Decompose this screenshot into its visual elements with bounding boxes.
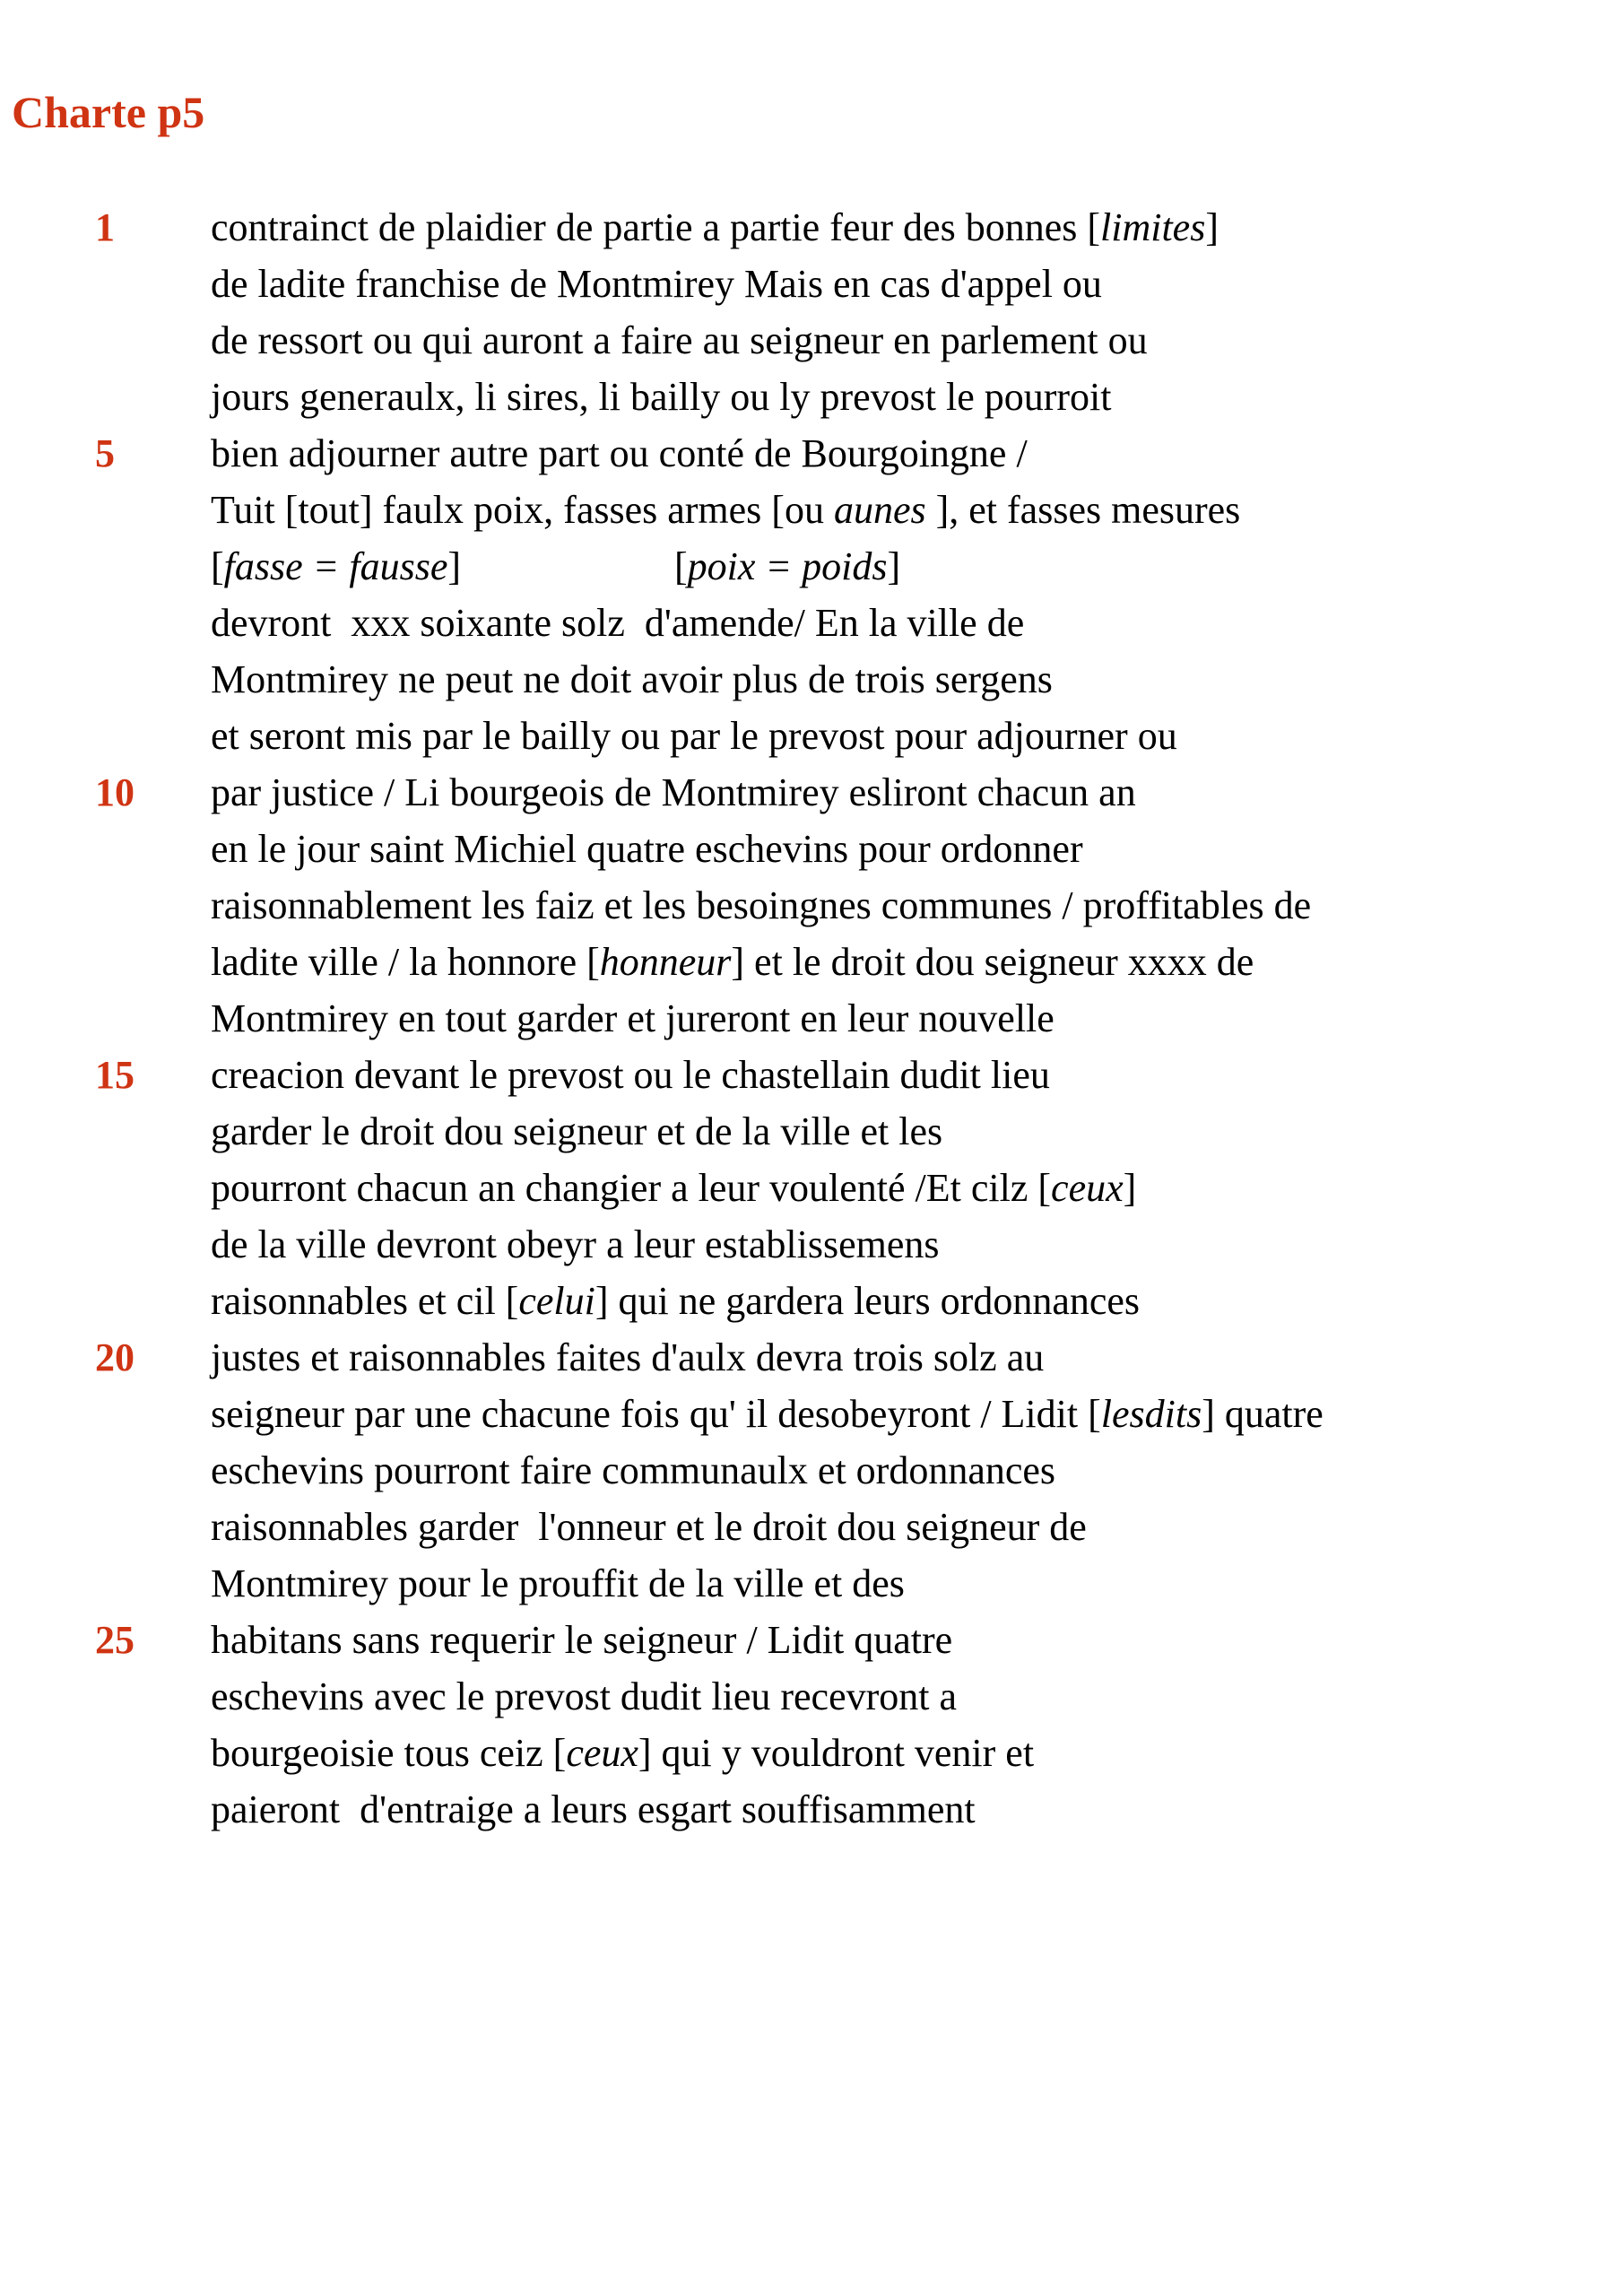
text-line xyxy=(0,934,1623,990)
line-text: en le jour saint Michiel quatre eschevins pour ordonner xyxy=(211,827,1083,871)
line-text: creacion devant le prevost ou le chastellain dudit lieu xyxy=(211,1053,1050,1097)
line-number: 15 xyxy=(95,1053,135,1097)
text-line xyxy=(0,1047,1623,1103)
line-text: Tuit [tout] faulx poix, fasses armes [ou aunes ], et fasses mesures xyxy=(211,488,1241,532)
text-line xyxy=(0,877,1623,934)
line-text: bien adjourner autre part ou conté de Bourgoingne / xyxy=(211,431,1028,475)
page-title: Charte p5 xyxy=(12,87,205,137)
line-number: 20 xyxy=(95,1335,135,1379)
line-text: par justice / Li bourgeois de Montmirey esliront chacun an xyxy=(211,770,1136,814)
text-line xyxy=(0,482,1623,538)
line-text: [fasse = fausse] [poix = poids] xyxy=(211,544,901,588)
text-line xyxy=(0,1725,1623,1781)
line-number: 5 xyxy=(95,431,115,475)
text-line xyxy=(0,312,1623,369)
line-text: raisonnables garder l'onneur et le droit dou seigneur de xyxy=(211,1505,1087,1549)
text-line xyxy=(0,1386,1623,1442)
line-text: eschevins avec le prevost dudit lieu recevront a xyxy=(211,1674,958,1718)
line-text: devront xxx soixante solz d'amende/ En la ville de xyxy=(211,601,1025,645)
text-line xyxy=(0,1442,1623,1499)
line-text: bourgeoisie tous ceiz [ceux] qui y vouldront venir et xyxy=(211,1731,1035,1775)
line-text: seigneur par une chacune fois qu' il desobeyront / Lidit [lesdits] quatre xyxy=(211,1392,1324,1436)
line-text: raisonnables et cil [celui] qui ne gardera leurs ordonnances xyxy=(211,1279,1141,1323)
line-text: justes et raisonnables faites d'aulx devra trois solz au xyxy=(211,1335,1045,1379)
text-line xyxy=(0,1499,1623,1555)
line-text: Montmirey ne peut ne doit avoir plus de trois sergens xyxy=(211,657,1053,701)
text-line xyxy=(0,1555,1623,1612)
line-text: paieront d'entraige a leurs esgart souffisamment xyxy=(211,1787,976,1831)
line-text: de ressort ou qui auront a faire au seigneur en parlement ou xyxy=(211,318,1148,362)
line-text: jours generaulx, li sires, li bailly ou ly prevost le pourroit xyxy=(211,375,1112,419)
text-line xyxy=(0,538,1623,595)
line-text: Montmirey en tout garder et jureront en leur nouvelle xyxy=(211,996,1055,1040)
line-number: 1 xyxy=(95,205,115,249)
text-line xyxy=(0,1216,1623,1273)
text-line xyxy=(0,256,1623,312)
text-line xyxy=(0,595,1623,651)
text-line xyxy=(0,1668,1623,1725)
text-line xyxy=(0,708,1623,764)
text-line xyxy=(0,1781,1623,1838)
text-line xyxy=(0,1160,1623,1216)
line-text: ladite ville / la honnore [honneur] et le droit dou seigneur xxxx de xyxy=(211,940,1254,984)
text-line xyxy=(0,821,1623,877)
text-line xyxy=(0,369,1623,425)
line-number: 25 xyxy=(95,1618,135,1662)
line-text: raisonnablement les faiz et les besoingnes communes / proffitables de xyxy=(211,883,1312,927)
text-line xyxy=(0,1273,1623,1329)
line-number: 10 xyxy=(95,770,135,814)
text-line xyxy=(0,651,1623,708)
line-text: eschevins pourront faire communaulx et ordonnances xyxy=(211,1448,1056,1492)
text-line xyxy=(0,199,1623,256)
text-line xyxy=(0,1103,1623,1160)
line-text: de la ville devront obeyr a leur establissemens xyxy=(211,1222,940,1266)
line-text: pourront chacun an changier a leur voulenté /Et cilz [ceux] xyxy=(211,1166,1137,1210)
line-text: et seront mis par le bailly ou par le prevost pour adjourner ou xyxy=(211,714,1177,758)
line-text: Montmirey pour le prouffit de la ville et des xyxy=(211,1561,905,1605)
text-line xyxy=(0,764,1623,821)
line-text: de ladite franchise de Montmirey Mais en cas d'appel ou xyxy=(211,262,1102,306)
line-text: garder le droit dou seigneur et de la ville et les xyxy=(211,1109,943,1153)
text-line xyxy=(0,1329,1623,1386)
text-line xyxy=(0,1612,1623,1668)
text-line xyxy=(0,990,1623,1047)
line-text: habitans sans requerir le seigneur / Lidit quatre xyxy=(211,1618,953,1662)
text-line xyxy=(0,425,1623,482)
transcription-text xyxy=(0,199,1623,1838)
line-text: contrainct de plaidier de partie a partie feur des bonnes [limites] xyxy=(211,205,1219,249)
